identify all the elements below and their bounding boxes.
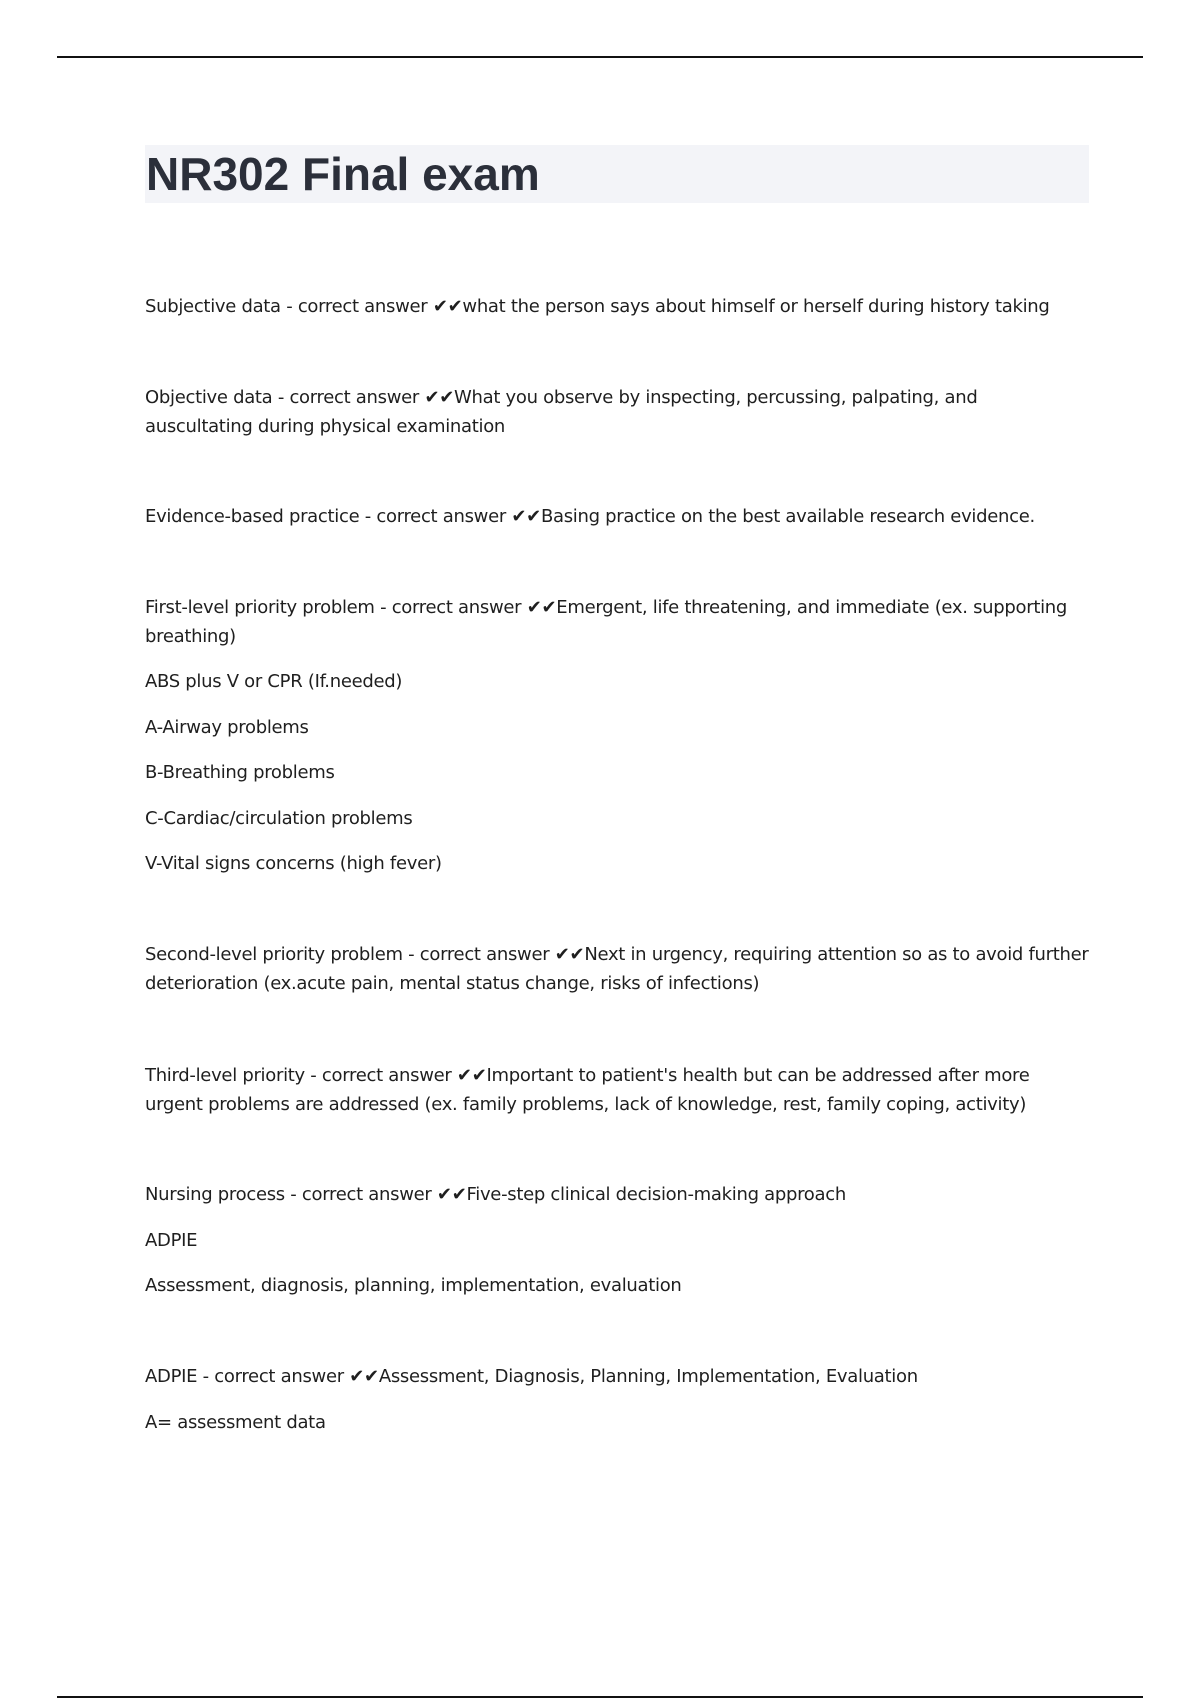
entry-separator: - correct answer: [284, 1184, 437, 1205]
first-level-line: A-Airway problems: [145, 717, 309, 738]
entry-term: Nursing process: [145, 1184, 285, 1205]
nursing-process-line: Assessment, diagnosis, planning, implementation, evaluation: [145, 1275, 682, 1296]
double-check-icon: ✔✔: [424, 387, 455, 408]
entry-nursing-process: [145, 1180, 1090, 1209]
double-check-icon: ✔✔: [526, 597, 557, 618]
entry-third-level-priority: [145, 1061, 1090, 1119]
first-level-line: ABS plus V or CPR (If.needed): [145, 671, 403, 692]
first-level-line: B-Breathing problems: [145, 762, 335, 783]
double-check-icon: ✔✔: [349, 1366, 379, 1387]
double-check-icon: ✔✔: [554, 944, 585, 965]
entry-second-level-priority: [145, 940, 1090, 998]
double-check-icon: ✔✔: [456, 1065, 487, 1086]
entry-definition: Assessment, Diagnosis, Planning, Implementation, Evaluation: [378, 1366, 918, 1387]
first-level-line: C-Cardiac/circulation problems: [145, 808, 413, 829]
entry-definition: what the person says about himself or herself during history taking: [462, 296, 1050, 317]
entry-term: ADPIE: [145, 1366, 198, 1387]
entry-definition: Important to patient's health but can be addressed after more urgent problems are addressed (ex. family problems, lack of knowledge, rest, family coping, activity): [145, 1065, 1030, 1115]
entry-definition: Five-step clinical decision-making approach: [466, 1184, 846, 1205]
nursing-process-line: ADPIE: [145, 1230, 198, 1251]
entry-separator: - correct answer: [374, 597, 527, 618]
entry-term: Second-level priority problem: [145, 944, 403, 965]
entry-separator: - correct answer: [280, 296, 433, 317]
entry-objective-data: [145, 383, 1090, 441]
entry-definition: Basing practice on the best available research evidence.: [540, 506, 1035, 527]
entry-separator: - correct answer: [272, 387, 425, 408]
entry-definition: Emergent, life threatening, and immediate (ex. supporting breathing): [145, 597, 1068, 647]
entry-term: Subjective data: [145, 296, 281, 317]
double-check-icon: ✔✔: [432, 296, 463, 317]
double-check-icon: ✔✔: [436, 1184, 467, 1205]
entry-separator: - correct answer: [402, 944, 555, 965]
entry-term: Objective data: [145, 387, 273, 408]
title-banner: [145, 145, 1089, 203]
adpie-line: A= assessment data: [145, 1412, 326, 1433]
double-check-icon: ✔✔: [511, 506, 541, 527]
entry-term: First-level priority problem: [145, 597, 375, 618]
entry-term: Third-level priority: [145, 1065, 305, 1086]
entry-definition: What you observe by inspecting, percussing, palpating, and auscultating during physical examination: [145, 387, 978, 437]
entry-definition: Next in urgency, requiring attention so as to avoid further deterioration (ex.acute pain, mental status change, risks of infections): [145, 944, 1089, 994]
entry-subjective-data: [145, 292, 1090, 321]
entry-first-level-priority: [145, 593, 1090, 651]
entry-adpie: [145, 1362, 1090, 1391]
bottom-rule: [57, 1696, 1143, 1698]
entry-separator: - correct answer: [197, 1366, 350, 1387]
page-title: NR302 Final exam: [146, 148, 540, 200]
entry-term: Evidence-based practice: [145, 506, 360, 527]
entry-separator: - correct answer: [359, 506, 512, 527]
entry-separator: - correct answer: [304, 1065, 457, 1086]
top-rule: [57, 56, 1143, 58]
first-level-line: V-Vital signs concerns (high fever): [145, 853, 442, 874]
entry-evidence-based-practice: [145, 502, 1090, 531]
